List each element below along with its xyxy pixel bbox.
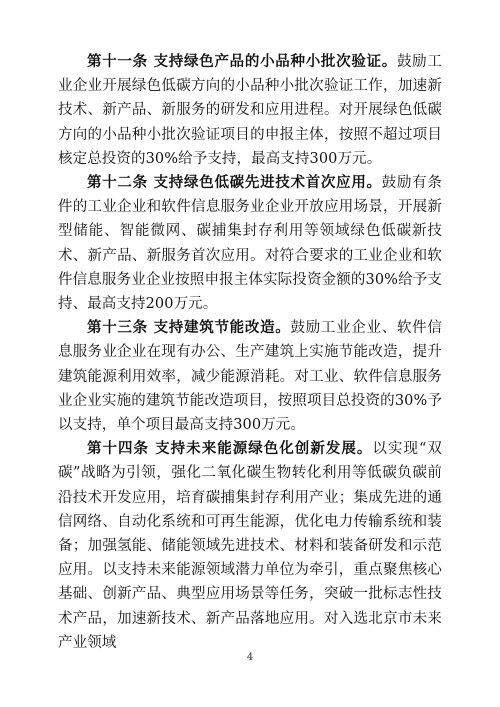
article-13-text: 鼓励工业企业、软件信息服务业企业在现有办公、生产建筑上实施节能改造，提升建筑能源利用效率，减少能源消耗。对工业、软件信息服务业企业实施的建筑节能改造项目，按照项目总投资的30%予以支持，单个项目最高支持300万元。 bbox=[58, 320, 442, 434]
article-11-paragraph bbox=[58, 50, 442, 171]
document-body bbox=[58, 50, 442, 655]
article-13-heading: 第十三条 支持建筑节能改造。 bbox=[87, 320, 291, 337]
article-12-paragraph bbox=[58, 171, 442, 316]
page-number: 4 bbox=[246, 652, 254, 663]
article-12-text: 鼓励有条件的工业企业和软件信息服务业企业开放应用场景，开展新型储能、智能微网、碳捕集封存利用等领域绿色低碳新技术、新产品、新服务首次应用。对符合要求的工业企业和软件信息服务业企业按照申报主体实际投资金额的30%给予支持、最高支持200万元。 bbox=[58, 175, 442, 313]
article-11-heading: 第十一条 支持绿色产品的小品种小批次验证。 bbox=[87, 54, 397, 70]
article-14-text: 以实现“双碳”战略为引领，强化二氧化碳生物转化利用等低碳负碳前沿技术开发应用，培育碳捕集封存利用产业；集成先进的通信网络、自动化系统和可再生能源，优化电力传输系统和装备；加强氢能、储能领域先进技术、材料和装备研发和示范应用。以支持未来能源领域潜力单位为牵引，重点聚焦核心基础、创新产品、典型应用场景等任务，突破一批标志性技术产品，加速新技术、新产品落地应用。对入选北京市未来产业领域 bbox=[58, 441, 442, 651]
article-13-paragraph bbox=[58, 316, 442, 437]
article-14-heading: 第十四条 支持未来能源绿色化创新发展。 bbox=[87, 441, 373, 458]
article-12-heading: 第十二条 支持绿色低碳先进技术首次应用。 bbox=[87, 175, 382, 192]
article-14-paragraph bbox=[58, 437, 442, 655]
article-11-text: 鼓励工业企业开展绿色低碳方向的小品种小批次验证工作，加速新技术、新产品、新服务的研发和应用进程。对开展绿色低碳方向的小品种小批次验证项目的申报主体，按照不超过项目核定总投资的30%给予支持，最高支持300万元。 bbox=[58, 54, 442, 167]
